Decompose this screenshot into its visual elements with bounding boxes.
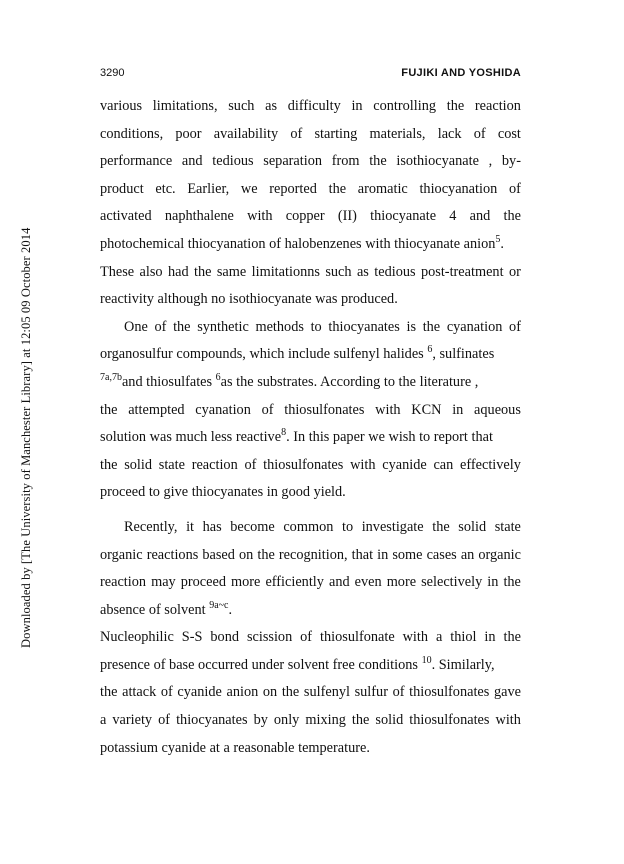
word: anion [226, 684, 259, 701]
citation-ref: 6 [215, 371, 221, 383]
word: proceed [180, 574, 226, 591]
word: bond [210, 629, 239, 646]
word: organic [100, 546, 143, 563]
text-line [100, 259, 521, 287]
word: with [375, 401, 401, 418]
running-head: FUJIKI AND YOSHIDA [401, 67, 521, 79]
word: solid [375, 712, 404, 729]
download-watermark: Downloaded by [The University of Manchester Library] at 12:05 09 October 2014 [19, 227, 33, 648]
word: thiosulfonates [409, 684, 490, 701]
word: an [460, 546, 475, 563]
text-run: . [228, 601, 233, 618]
text-line [100, 424, 521, 452]
word: a [435, 629, 443, 646]
word: solid [458, 518, 487, 535]
word: only [273, 712, 300, 729]
text-run: . In this paper we wish to report that [286, 429, 493, 446]
word: methods [255, 318, 304, 335]
word: organic [478, 546, 521, 563]
text-run: absence of solvent [100, 601, 206, 618]
word: the [173, 318, 191, 335]
word: sulfur [354, 684, 388, 701]
text-line [100, 203, 521, 231]
word: of [509, 318, 521, 335]
word: cyanation [195, 401, 251, 418]
text-line [100, 624, 521, 652]
word: tedious [212, 153, 254, 170]
word: performance [100, 153, 173, 170]
word: These [100, 263, 135, 280]
text-line [100, 735, 521, 763]
word: the [503, 574, 521, 591]
word: thiol [450, 629, 477, 646]
word: can [433, 456, 454, 473]
word: variety [112, 712, 153, 729]
word: limitations, [152, 98, 218, 114]
text-run: as the substrates. According to the literature , [220, 373, 479, 390]
word: to [310, 318, 322, 335]
word: thiocyanation [419, 180, 498, 197]
word: such [325, 263, 352, 280]
word: , [488, 153, 493, 170]
word: of [158, 712, 171, 729]
word: attempted [128, 401, 185, 418]
text-run: proceed to give thiocyanates in good yield. [100, 484, 346, 501]
word: reaction [100, 574, 147, 591]
word: of [160, 684, 173, 701]
word: mixing [305, 712, 346, 729]
word: thiosulfonate [320, 629, 395, 646]
text-line [100, 176, 521, 204]
word: starting [314, 125, 358, 142]
word: state [494, 518, 521, 535]
word: aqueous [474, 401, 521, 418]
text-line [100, 397, 521, 425]
word: the [328, 180, 347, 197]
word: the [432, 518, 450, 535]
word: in [487, 574, 499, 591]
word: effectively [460, 456, 521, 473]
word: with [402, 629, 429, 646]
word: also [139, 263, 163, 280]
text-line [100, 569, 521, 597]
word: the [281, 684, 300, 701]
text-line [100, 286, 521, 314]
word: activated [100, 208, 152, 225]
word: thiosulfonates [263, 456, 344, 473]
word: on [262, 684, 278, 701]
word: even [354, 574, 382, 591]
word: to [341, 518, 354, 535]
text-line [100, 341, 521, 369]
word: controlling [373, 98, 437, 114]
page-number: 3290 [100, 67, 125, 79]
word: of [154, 318, 167, 335]
word: from [331, 153, 360, 170]
word: the [100, 456, 118, 473]
word: cyanide [177, 684, 222, 701]
text-run: photochemical thiocyanation of halobenzenes with thiocyanate anion [100, 235, 496, 252]
word: based [202, 546, 235, 563]
word: various [100, 98, 143, 114]
word: more [386, 574, 417, 591]
word: etc. [155, 180, 176, 197]
word: limitationns [251, 263, 320, 280]
word: cyanation [446, 318, 503, 335]
word: more [231, 574, 261, 591]
word: the [257, 546, 275, 563]
text-line [100, 231, 521, 259]
word: and [328, 574, 350, 591]
text-line [100, 314, 521, 342]
word: reaction [474, 98, 521, 114]
word: state [158, 456, 185, 473]
word: by- [501, 153, 521, 170]
word: copper [285, 208, 325, 225]
word: Earlier, [187, 180, 230, 197]
word: such [228, 98, 255, 114]
word: same [216, 263, 247, 280]
word: poor [175, 125, 202, 142]
text-line [100, 679, 521, 707]
word: with [495, 712, 521, 729]
text-line [100, 93, 521, 121]
text-line [100, 121, 521, 149]
word: selectively [421, 574, 483, 591]
word: that [351, 546, 374, 563]
word: difficulty [287, 98, 341, 114]
word: of [300, 629, 313, 646]
citation-ref: 8 [281, 427, 287, 439]
word: common [283, 518, 334, 535]
word: separation [263, 153, 323, 170]
word: thiosulfonates [284, 401, 365, 418]
word: product [100, 180, 144, 197]
word: Nucleophilic [100, 629, 174, 646]
word: cyanide [382, 456, 427, 473]
word: tedious [374, 263, 416, 280]
word: solid [124, 456, 153, 473]
word: synthetic [197, 318, 249, 335]
word: the [369, 153, 387, 170]
word: in [452, 401, 464, 418]
word: of [290, 125, 303, 142]
word: on [238, 546, 254, 563]
citation-ref: 6 [427, 344, 433, 356]
word: of [244, 456, 257, 473]
text-line [100, 148, 521, 176]
text-line [100, 514, 521, 542]
text-run: potassium cyanide at a reasonable temperature. [100, 739, 370, 756]
word: One [124, 318, 148, 335]
text-line [100, 652, 521, 680]
word: thiocyanates [328, 318, 400, 335]
word: in [351, 98, 363, 114]
word: materials, [369, 125, 426, 142]
word: isothiocyanate [396, 153, 479, 170]
word: reported [269, 180, 317, 197]
word: in [377, 546, 389, 563]
word: availability [213, 125, 279, 142]
word: Recently, [124, 518, 178, 535]
text-line [100, 707, 521, 735]
word: scission [246, 629, 293, 646]
word: cost [497, 125, 521, 142]
word: the [503, 208, 521, 225]
word: investigate [361, 518, 424, 535]
word: S-S [181, 629, 203, 646]
word: of [508, 180, 521, 197]
word: with [350, 456, 376, 473]
word: thiocyanates [176, 712, 248, 729]
word: the [194, 263, 212, 280]
text-line [100, 597, 521, 625]
word: we [240, 180, 258, 197]
word: reaction [191, 456, 238, 473]
word: a [100, 712, 107, 729]
word: as [356, 263, 369, 280]
citation-ref: 10 [421, 654, 432, 666]
word: efficiently [265, 574, 324, 591]
word: may [151, 574, 176, 591]
citation-ref: 5 [495, 233, 501, 245]
word: is [406, 318, 417, 335]
text-run: . [500, 235, 504, 252]
word: of [392, 684, 405, 701]
text-line [100, 479, 521, 507]
citation-ref: 9a~c [209, 599, 229, 611]
word: cases [426, 546, 457, 563]
word: the [422, 318, 441, 335]
word: conditions, [100, 125, 164, 142]
word: and [469, 208, 491, 225]
text-line [100, 369, 521, 397]
word: thiosulfonates [409, 712, 490, 729]
word: 4 [449, 208, 457, 225]
word: KCN [411, 401, 442, 418]
word: reactions [146, 546, 199, 563]
text-run: reactivity although no isothiocyanate was produced. [100, 291, 398, 308]
citation-ref: 7a,7b [100, 371, 122, 383]
word: gave [493, 684, 521, 701]
word: lack [437, 125, 462, 142]
word: thiocyanate [370, 208, 437, 225]
word: sulfenyl [303, 684, 350, 701]
word: and [181, 153, 203, 170]
word: attack [122, 684, 157, 701]
word: has [202, 518, 222, 535]
word: with [247, 208, 273, 225]
word: some [392, 546, 423, 563]
text-run: , sulfinates [432, 346, 495, 363]
word: the [503, 629, 521, 646]
word: the [351, 712, 370, 729]
text-run: and thiosulfates [121, 373, 213, 390]
word: recognition, [278, 546, 348, 563]
word: the [446, 98, 465, 114]
text-run: presence of base occurred under solvent free conditions [100, 656, 418, 673]
word: had [167, 263, 189, 280]
text-run: organosulfur compounds, which include sulfenyl halides [100, 346, 424, 363]
text-line [100, 542, 521, 570]
word: the [100, 684, 118, 701]
word: of [473, 125, 486, 142]
word: or [508, 263, 521, 280]
word: in [484, 629, 496, 646]
word: aromatic [357, 180, 408, 197]
word: by [253, 712, 268, 729]
text-run: solution was much less reactive [100, 429, 282, 446]
word: it [186, 518, 195, 535]
word: the [100, 401, 118, 418]
word: naphthalene [164, 208, 234, 225]
text-run: . Similarly, [431, 656, 495, 673]
word: of [261, 401, 274, 418]
word: as [265, 98, 278, 114]
word: post-treatment [420, 263, 504, 280]
word: become [230, 518, 275, 535]
word: (II) [337, 208, 357, 225]
text-line [100, 452, 521, 480]
body-text [100, 93, 521, 762]
